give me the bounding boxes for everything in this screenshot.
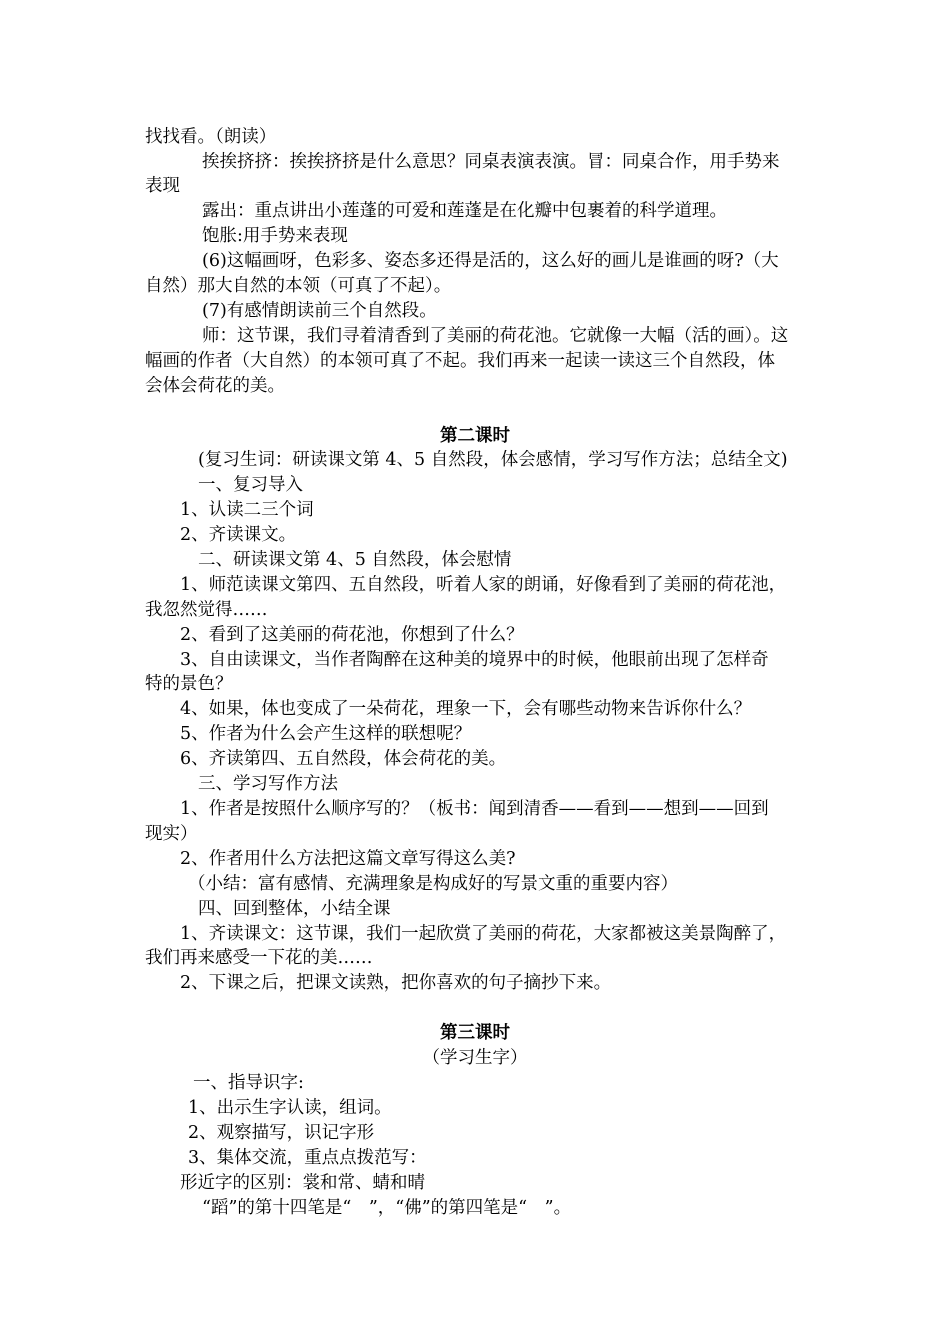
paragraph-line: “蹈”的第十四笔是“ ”，“佛”的第四笔是“ ”。	[202, 1198, 572, 1218]
list-item: 4、如果，体也变成了一朵荷花，理象一下，会有哪些动物来告诉你什么？	[180, 699, 752, 719]
section-heading: 一、指导识字:	[193, 1073, 304, 1093]
list-item: 1、认读二三个词	[180, 500, 314, 520]
paragraph-line: 形近字的区别：裳和常、蜻和晴	[180, 1173, 425, 1193]
list-item: 5、作者为什么会产生这样的联想呢？	[180, 724, 472, 744]
section-heading: 三、学习写作方法	[198, 774, 338, 794]
summary-note: （小结：富有感情、充满理象是构成好的写景文重的重要内容）	[188, 874, 678, 894]
paragraph-line: 会体会荷花的美。	[145, 376, 285, 396]
list-item-continuation: 现实）	[145, 824, 198, 844]
list-item-continuation: 我忽然觉得……	[145, 600, 268, 620]
list-item: 1、作者是按照什么顺序写的？（板书：闻到清香——看到——想到——回到	[180, 799, 769, 819]
list-item-continuation: 特的景色？	[145, 674, 233, 694]
list-item: 2、观察描写，识记字形	[188, 1123, 375, 1143]
paragraph-line: 挨挨挤挤：挨挨挤挤是什么意思？同桌表演表演。冒：同桌合作，用手势来	[202, 152, 780, 172]
list-item: 1、出示生字认读，组词。	[188, 1098, 392, 1118]
section-heading: 四、回到整体，小结全课	[198, 899, 391, 919]
list-item-continuation: 我们再来感受一下花的美……	[145, 948, 373, 968]
list-item: 1、师范读课文第四、五自然段，听着人家的朗诵，好像看到了美丽的荷花池，	[180, 575, 787, 595]
lesson-3-subtitle: （学习生字）	[422, 1048, 528, 1068]
paragraph-line: 露出：重点讲出小莲蓬的可爱和莲蓬是在化瓣中包裹着的科学道理。	[202, 201, 727, 221]
lesson-3-title: 第三课时	[440, 1023, 510, 1043]
section-heading: 二、研读课文第 4、5 自然段，体会慰情	[198, 550, 512, 570]
paragraph-line: 找找看。（朗读）	[145, 127, 277, 147]
list-item: 2、下课之后，把课文读熟，把你喜欢的句子摘抄下来。	[180, 973, 612, 993]
list-item: 2、齐读课文。	[180, 525, 297, 545]
list-item: 3、自由读课文，当作者陶醉在这种美的境界中的时候，他眼前出现了怎样奇	[180, 650, 769, 670]
paragraph-line: 幅画的作者（大自然）的本领可真了不起。我们再来一起读一读这三个自然段，体	[145, 351, 775, 371]
lesson-2-intro: (复习生词：研读课文第 4、5 自然段，体会感情，学习写作方法；总结全文)	[198, 450, 788, 470]
lesson-2-title: 第二课时	[440, 426, 510, 446]
paragraph-line: (6)这幅画呀，色彩多、姿态多还得是活的，这么好的画儿是谁画的呀?（大	[202, 251, 779, 271]
list-item: 3、集体交流，重点点拨范写：	[188, 1148, 427, 1168]
paragraph-line: 自然）那大自然的本领（可真了不起）。	[145, 276, 452, 296]
list-item: 1、齐读课文：这节课，我们一起欣赏了美丽的荷花，大家都被这美景陶醉了，	[180, 924, 787, 944]
section-heading: 一、复习导入	[198, 475, 303, 495]
paragraph-line: 师：这节课，我们寻着清香到了美丽的荷花池。它就像一大幅（活的画）。这	[202, 326, 789, 346]
paragraph-line: 饱胀:用手势来表现	[202, 226, 348, 246]
list-item: 6、齐读第四、五自然段，体会荷花的美。	[180, 749, 507, 769]
list-item: 2、作者用什么方法把这篇文章写得这么美?	[180, 849, 516, 869]
paragraph-line: 表现	[145, 176, 180, 196]
list-item: 2、看到了这美丽的荷花池，你想到了什么？	[180, 625, 524, 645]
paragraph-line: (7)有感情朗读前三个自然段。	[202, 301, 437, 321]
